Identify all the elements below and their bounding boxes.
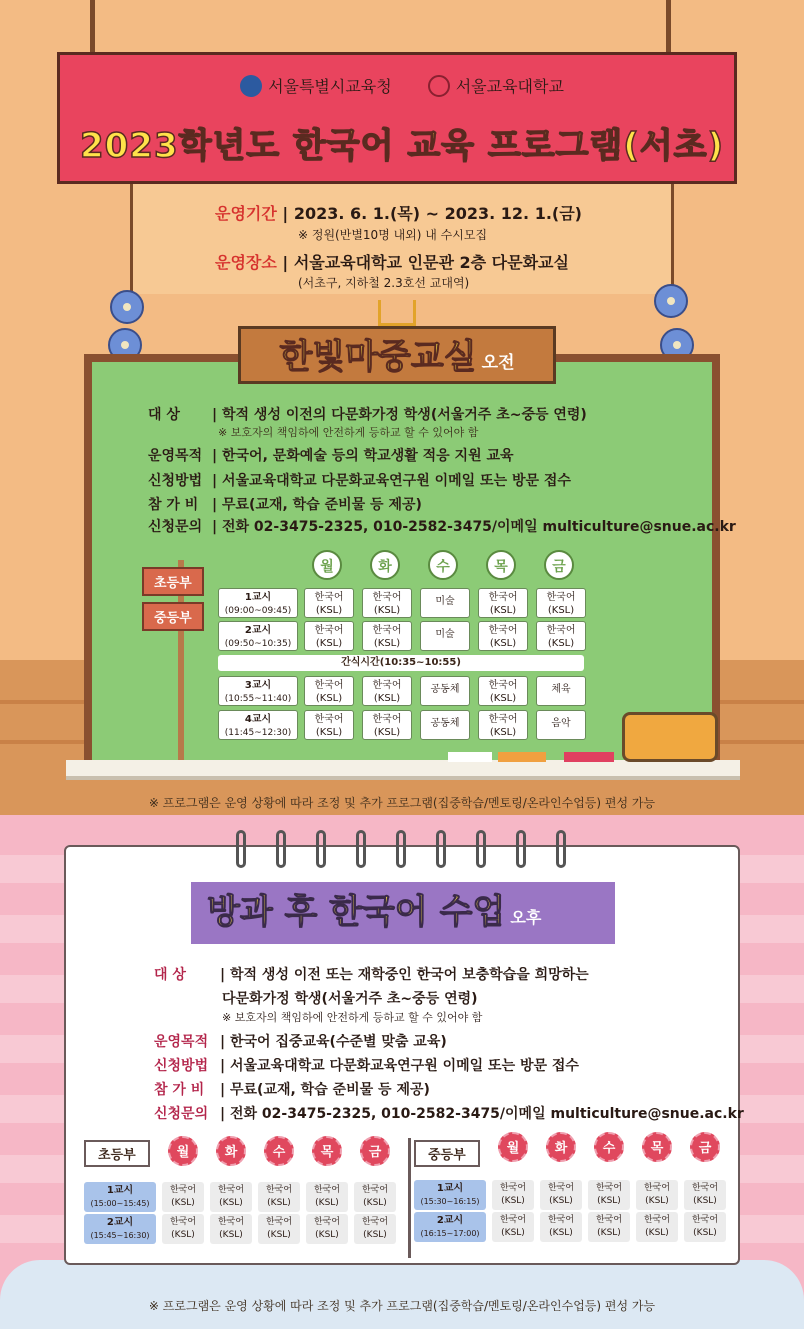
contact-value: 전화 02-3475-2325, 010-2582-3475/이메일 multiculture@snue.ac.kr <box>222 519 736 535</box>
day-fri: 금 <box>690 1132 720 1162</box>
day-fri: 금 <box>544 550 574 580</box>
target-value: 학적 생성 이전 또는 재학중인 한국어 보충학습을 희망하는 <box>230 967 589 983</box>
afternoon-apply-row: 신청방법 | 서울교육대학교 다문화교육연구원 이메일 또는 방문 접수 <box>154 1055 579 1075</box>
cell: 한국어 (KSL) <box>492 1180 534 1210</box>
chalk-ledge <box>66 760 740 780</box>
cell: 공동체 <box>420 710 470 740</box>
apply-value: 서울교육대학교 다문화교육연구원 이메일 또는 방문 접수 <box>222 473 571 489</box>
target-key: 대 상 <box>154 967 186 983</box>
flower-icon <box>110 290 144 324</box>
ring-icon <box>476 830 486 868</box>
ring-icon <box>396 830 406 868</box>
cell: 한국어 (KSL) <box>258 1182 300 1212</box>
hanging-rope <box>90 0 95 60</box>
cell: 한국어 (KSL) <box>162 1214 204 1244</box>
snue-emblem-icon <box>428 75 450 97</box>
cell: 한국어 (KSL) <box>684 1180 726 1210</box>
ring-icon <box>276 830 286 868</box>
apply-key: 신청방법 <box>148 473 203 489</box>
cell: 한국어 (KSL) <box>540 1180 582 1210</box>
elem-period-1: 1교시 (15:00~15:45) <box>84 1182 156 1212</box>
cell: 미술 <box>420 588 470 618</box>
ring-icon <box>516 830 526 868</box>
day-fri: 금 <box>360 1136 390 1166</box>
cell: 미술 <box>420 621 470 651</box>
morning-purpose-row: 운영목적 | 한국어, 문화예술 등의 학교생활 적응 지원 교육 <box>148 445 514 465</box>
chalk-icon <box>498 752 546 762</box>
period-name: 3교시 <box>244 680 272 691</box>
afternoon-target-value2: 다문화가정 학생(서울거주 초~중등 연령) <box>222 991 478 1007</box>
place-note: (서초구, 지하철 2.3호선 교대역) <box>298 276 470 290</box>
cell: 한국어 (KSL) <box>540 1212 582 1242</box>
period-key: 운영기간 <box>215 204 277 223</box>
cell: 한국어 (KSL) <box>684 1212 726 1242</box>
afternoon-fee-row: 참 가 비 | 무료(교재, 학습 준비물 등 제공) <box>154 1079 430 1099</box>
purpose-key: 운영목적 <box>148 448 203 464</box>
hanging-rope <box>666 0 671 60</box>
snue-logo <box>428 74 564 97</box>
cell: 한국어 (KSL) <box>492 1212 534 1242</box>
mid-period-2: 2교시 (16:15~17:00) <box>414 1212 486 1242</box>
period-name: 2교시 <box>244 625 272 636</box>
period-time: (10:55~11:40) <box>224 694 292 704</box>
morning-contact-row: 신청문의 | 전화 02-3475-2325, 010-2582-3475/이메일 multiculture@snue.ac.kr <box>148 516 736 536</box>
morning-title-sub: 오전 <box>481 353 515 373</box>
period-1 <box>218 588 298 618</box>
flower-icon <box>654 284 688 318</box>
cell: 한국어 (KSL) <box>478 710 528 740</box>
cell: 한국어 (KSL) <box>304 588 354 618</box>
period-2 <box>218 621 298 651</box>
period-3 <box>218 676 298 706</box>
morning-title: 한빛마중교실 <box>279 337 477 377</box>
cell: 한국어 (KSL) <box>304 710 354 740</box>
org1-label: 서울특별시교육청 <box>268 77 392 96</box>
period-4 <box>218 710 298 740</box>
afternoon-contact-row: 신청문의 | 전화 02-3475-2325, 010-2582-3475/이메일 multiculture@snue.ac.kr <box>154 1103 744 1123</box>
chalk-icon <box>448 752 492 762</box>
table-divider <box>408 1138 411 1258</box>
period-row: 운영기간 | 2023. 6. 1.(목) ~ 2023. 12. 1.(금) <box>215 204 582 223</box>
afternoon-target-note: ※ 보호자의 책임하에 안전하게 등하교 할 수 있어야 함 <box>222 1011 483 1024</box>
cloud <box>0 1260 804 1329</box>
cell: 한국어 (KSL) <box>478 676 528 706</box>
cell: 한국어 (KSL) <box>304 621 354 651</box>
day-mon: 월 <box>498 1132 528 1162</box>
period-name: 4교시 <box>244 714 272 725</box>
cell: 한국어 (KSL) <box>306 1214 348 1244</box>
afternoon-purpose-row: 운영목적 | 한국어 집중교육(수준별 맞춤 교육) <box>154 1031 447 1051</box>
day-wed: 수 <box>594 1132 624 1162</box>
fee-value: 무료(교재, 학습 준비물 등 제공) <box>230 1082 430 1098</box>
cell: 한국어 (KSL) <box>362 588 412 618</box>
fee-key: 참 가 비 <box>154 1082 205 1098</box>
place-value: 서울교육대학교 인문관 2층 다문화교실 <box>293 253 569 272</box>
morning-title-sign <box>238 326 556 384</box>
elementary-sign: 초등부 <box>142 567 204 596</box>
apply-key: 신청방법 <box>154 1058 209 1074</box>
ring-icon <box>356 830 366 868</box>
cell: 한국어 (KSL) <box>354 1214 396 1244</box>
cell: 한국어 (KSL) <box>362 676 412 706</box>
morning-target-row: 대 상 | 학적 생성 이전의 다문화가정 학생(서울거주 초~중등 연령) <box>148 404 587 424</box>
target-key: 대 상 <box>148 407 180 423</box>
afternoon-notice: ※ 프로그램은 운영 상황에 따라 조정 및 추가 프로그램(집중학습/멘토링/온라인수업등) 편성 가능 <box>148 1299 656 1313</box>
ring-icon <box>436 830 446 868</box>
contact-value: 전화 02-3475-2325, 010-2582-3475/이메일 multiculture@snue.ac.kr <box>230 1106 744 1122</box>
cell: 한국어 (KSL) <box>210 1214 252 1244</box>
contact-key: 신청문의 <box>154 1106 209 1122</box>
period-value: 2023. 6. 1.(목) ~ 2023. 12. 1.(금) <box>293 204 582 223</box>
snack-time: 간식시간(10:35~10:55) <box>218 655 584 671</box>
day-tue: 화 <box>546 1132 576 1162</box>
fee-key: 참 가 비 <box>148 497 199 513</box>
apply-value: 서울교육대학교 다문화교육연구원 이메일 또는 방문 접수 <box>230 1058 579 1074</box>
elementary-label: 초등부 <box>84 1140 150 1167</box>
cell: 한국어 (KSL) <box>210 1182 252 1212</box>
cell: 한국어 (KSL) <box>258 1214 300 1244</box>
cell: 한국어 (KSL) <box>636 1180 678 1210</box>
seoul-office-logo <box>240 74 392 97</box>
fee-value: 무료(교재, 학습 준비물 등 제공) <box>222 497 422 513</box>
crown-icon <box>378 300 416 326</box>
ring-icon <box>556 830 566 868</box>
period-time: (09:50~10:35) <box>224 639 292 649</box>
day-wed: 수 <box>264 1136 294 1166</box>
day-thu: 목 <box>312 1136 342 1166</box>
morning-notice: ※ 프로그램은 운영 상황에 따라 조정 및 추가 프로그램(집중학습/멘토링/온라인수업등) 편성 가능 <box>148 796 656 810</box>
purpose-key: 운영목적 <box>154 1034 209 1050</box>
cell: 공동체 <box>420 676 470 706</box>
afternoon-target-row: 대 상 | 학적 생성 이전 또는 재학중인 한국어 보충학습을 희망하는 <box>154 964 589 984</box>
place-key: 운영장소 <box>215 253 277 272</box>
contact-key: 신청문의 <box>148 519 203 535</box>
day-mon: 월 <box>312 550 342 580</box>
cell: 한국어 (KSL) <box>304 676 354 706</box>
period-time: (09:00~09:45) <box>224 606 292 616</box>
cell: 한국어 (KSL) <box>362 621 412 651</box>
day-tue: 화 <box>216 1136 246 1166</box>
target-value: 학적 생성 이전의 다문화가정 학생(서울거주 초~중등 연령) <box>222 407 587 423</box>
cell: 한국어 (KSL) <box>306 1182 348 1212</box>
cell: 한국어 (KSL) <box>354 1182 396 1212</box>
period-note: ※ 정원(반별10명 내외) 내 수시모집 <box>298 228 488 242</box>
mid-period-1: 1교시 (15:30~16:15) <box>414 1180 486 1210</box>
purpose-value: 한국어, 문화예술 등의 학교생활 적응 지원 교육 <box>222 448 514 464</box>
morning-target-note: ※ 보호자의 책임하에 안전하게 등하교 할 수 있어야 함 <box>218 426 479 439</box>
cell: 체육 <box>536 676 586 706</box>
period-name: 1교시 <box>244 592 272 603</box>
eraser-icon <box>622 712 718 762</box>
seoul-emblem-icon <box>240 75 262 97</box>
cell: 한국어 (KSL) <box>362 710 412 740</box>
day-thu: 목 <box>642 1132 672 1162</box>
purpose-value: 한국어 집중교육(수준별 맞춤 교육) <box>230 1034 447 1050</box>
afternoon-title-sign <box>191 882 615 944</box>
morning-fee-row: 참 가 비 | 무료(교재, 학습 준비물 등 제공) <box>148 494 422 514</box>
day-wed: 수 <box>428 550 458 580</box>
page-title: 2023학년도 한국어 교육 프로그램(서초) <box>79 126 725 166</box>
day-tue: 화 <box>370 550 400 580</box>
afternoon-title-sub: 오후 <box>510 908 542 927</box>
cell: 한국어 (KSL) <box>478 588 528 618</box>
cell: 한국어 (KSL) <box>162 1182 204 1212</box>
cell: 한국어 (KSL) <box>636 1212 678 1242</box>
elem-period-2: 2교시 (15:45~16:30) <box>84 1214 156 1244</box>
chalk-icon <box>564 752 614 762</box>
cell: 한국어 (KSL) <box>588 1212 630 1242</box>
cell: 한국어 (KSL) <box>536 621 586 651</box>
org2-label: 서울교육대학교 <box>455 77 564 96</box>
cell: 한국어 (KSL) <box>588 1180 630 1210</box>
logos <box>0 74 804 97</box>
afternoon-title: 방과 후 한국어 수업 <box>207 892 506 932</box>
ring-icon <box>316 830 326 868</box>
cell: 한국어 (KSL) <box>536 588 586 618</box>
cell: 한국어 (KSL) <box>478 621 528 651</box>
ring-icon <box>236 830 246 868</box>
day-thu: 목 <box>486 550 516 580</box>
place-row: 운영장소 | 서울교육대학교 인문관 2층 다문화교실 <box>215 253 569 272</box>
middle-label: 중등부 <box>414 1140 480 1167</box>
middle-sign: 중등부 <box>142 602 204 631</box>
cell: 음악 <box>536 710 586 740</box>
morning-apply-row: 신청방법 | 서울교육대학교 다문화교육연구원 이메일 또는 방문 접수 <box>148 470 571 490</box>
period-time: (11:45~12:30) <box>224 728 292 738</box>
day-mon: 월 <box>168 1136 198 1166</box>
